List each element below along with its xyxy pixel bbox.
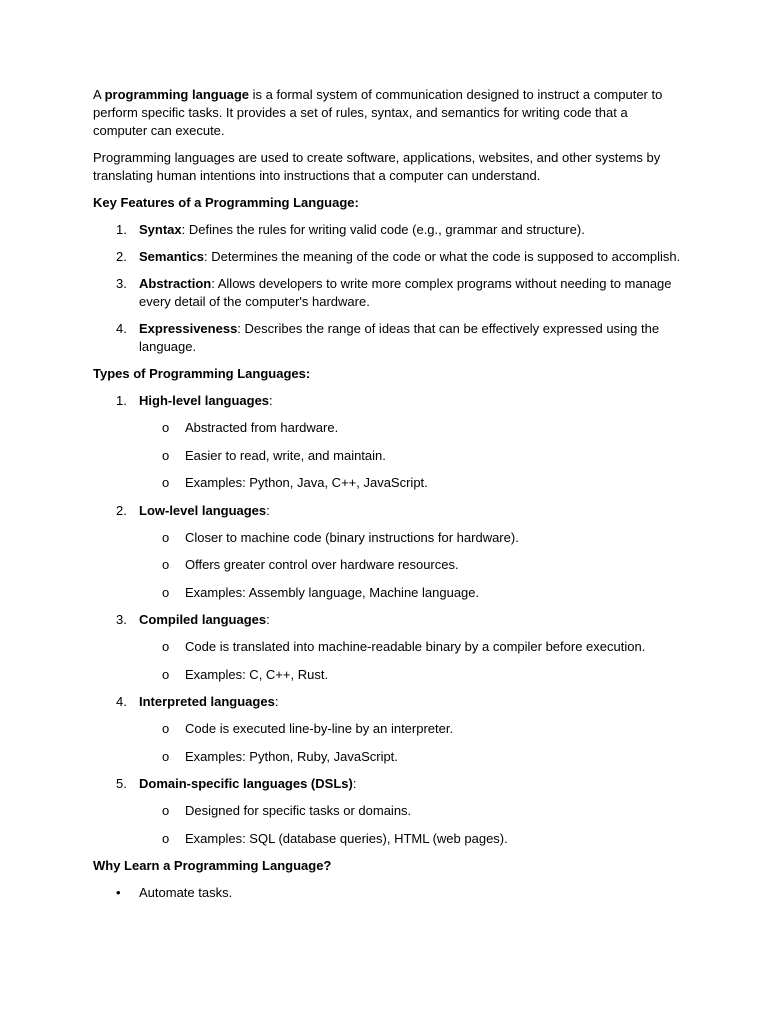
- feature-term: Syntax: [139, 222, 182, 237]
- bullet-dot: •: [116, 885, 121, 900]
- sub-item: [139, 802, 683, 820]
- why-text: Automate tasks.: [139, 885, 233, 900]
- sub-bullet: o: [162, 748, 170, 764]
- why-list: [93, 884, 683, 902]
- sub-item: [139, 474, 683, 492]
- sub-text: Examples: C, C++, Rust.: [185, 666, 329, 682]
- feature-desc: : Defines the rules for writing valid code (e.g., grammar and structure).: [181, 222, 585, 237]
- features-heading: Key Features of a Programming Language:: [93, 195, 359, 210]
- type-term: Interpreted languages: [139, 694, 275, 709]
- type-item: [93, 693, 683, 766]
- sub-text: Code is translated into machine-readable binary by a compiler before execution.: [185, 639, 646, 654]
- why-item: [93, 884, 683, 902]
- type-item: [93, 502, 683, 602]
- sub-text: Examples: Python, Java, C++, JavaScript.: [185, 475, 428, 490]
- sub-bullet: o: [162, 639, 170, 654]
- type-sublist: [139, 529, 683, 602]
- sub-bullet: o: [162, 529, 170, 545]
- feature-desc: : Describes the range of ideas that can be effectively expressed using the language.: [139, 321, 660, 354]
- type-term: Compiled languages: [139, 612, 267, 627]
- intro-paragraph-2: Programming languages are used to create software, applications, websites, and other systems by translating human intentions into instructions that a computer can understand.: [93, 150, 661, 183]
- intro-text-a: A: [93, 87, 105, 102]
- sub-text: Examples: SQL (database queries), HTML (web pages).: [185, 830, 508, 846]
- sub-item: [139, 830, 683, 848]
- intro-paragraph-1: [93, 86, 683, 140]
- types-list: [93, 392, 683, 848]
- feature-term: Expressiveness: [139, 321, 238, 336]
- sub-item: [139, 638, 683, 656]
- sub-bullet: o: [162, 475, 170, 490]
- feature-desc: : Determines the meaning of the code or what the code is supposed to accomplish.: [204, 249, 681, 264]
- sub-bullet: o: [162, 803, 170, 818]
- intro-text-b: is a formal system of communication designed to instruct a computer to perform specific tasks. It provides a set of rules, syntax, and semantics for writing code that a computer can execute.: [93, 87, 663, 138]
- sub-item: [139, 720, 683, 738]
- sub-item: [139, 529, 683, 547]
- type-colon: :: [266, 502, 270, 518]
- sub-bullet: o: [162, 584, 170, 600]
- sub-bullet: o: [162, 721, 170, 736]
- feature-desc: : Allows developers to write more complex programs without needing to manage every detail of the computer's hardware.: [139, 276, 672, 309]
- sub-text: Closer to machine code (binary instructions for hardware).: [185, 529, 519, 545]
- sub-text: Abstracted from hardware.: [185, 420, 339, 435]
- intro-bold-term: programming language: [104, 87, 250, 102]
- sub-item: [139, 447, 683, 465]
- type-colon: :: [352, 776, 357, 791]
- type-term: Low-level languages: [139, 502, 267, 518]
- sub-item: [139, 419, 683, 437]
- list-number: 1.: [116, 222, 127, 237]
- why-heading: Why Learn a Programming Language?: [93, 858, 332, 873]
- type-colon: :: [269, 393, 273, 408]
- list-number: 2.: [116, 502, 127, 518]
- type-sublist: [139, 802, 683, 848]
- list-number: 4.: [116, 694, 127, 709]
- type-term: High-level languages: [139, 393, 270, 408]
- feature-item: [93, 221, 683, 239]
- list-number: 1.: [116, 393, 127, 408]
- list-number: 3.: [116, 276, 127, 291]
- type-sublist: [139, 419, 683, 492]
- sub-text: Offers greater control over hardware resources.: [185, 557, 459, 572]
- type-sublist: [139, 638, 683, 684]
- list-number: 3.: [116, 612, 127, 627]
- sub-text: Easier to read, write, and maintain.: [185, 447, 386, 463]
- type-colon: :: [274, 694, 279, 709]
- feature-item: [93, 320, 683, 356]
- list-number: 5.: [116, 776, 127, 791]
- sub-item: [139, 584, 683, 602]
- type-item: [93, 392, 683, 492]
- list-number: 2.: [116, 249, 127, 264]
- document-page: [93, 86, 683, 902]
- feature-item: [93, 275, 683, 311]
- type-item: [93, 775, 683, 848]
- feature-term: Semantics: [139, 249, 205, 264]
- sub-item: [139, 666, 683, 684]
- list-number: 4.: [116, 321, 127, 336]
- sub-text: Examples: Python, Ruby, JavaScript.: [185, 748, 398, 764]
- sub-bullet: o: [162, 666, 170, 682]
- types-heading: Types of Programming Languages:: [93, 366, 311, 381]
- sub-bullet: o: [162, 557, 170, 572]
- sub-item: [139, 748, 683, 766]
- sub-text: Code is executed line-by-line by an interpreter.: [185, 721, 454, 736]
- type-sublist: [139, 720, 683, 766]
- sub-text: Examples: Assembly language, Machine language.: [185, 584, 480, 600]
- type-term: Domain-specific languages (DSLs): [139, 776, 353, 791]
- type-item: [93, 611, 683, 684]
- sub-bullet: o: [162, 830, 170, 846]
- feature-item: [93, 248, 683, 266]
- sub-bullet: o: [162, 447, 170, 463]
- sub-bullet: o: [162, 420, 170, 435]
- features-list: [93, 221, 683, 356]
- type-colon: :: [266, 612, 270, 627]
- sub-text: Designed for specific tasks or domains.: [185, 803, 412, 818]
- sub-item: [139, 556, 683, 574]
- feature-term: Abstraction: [139, 276, 212, 291]
